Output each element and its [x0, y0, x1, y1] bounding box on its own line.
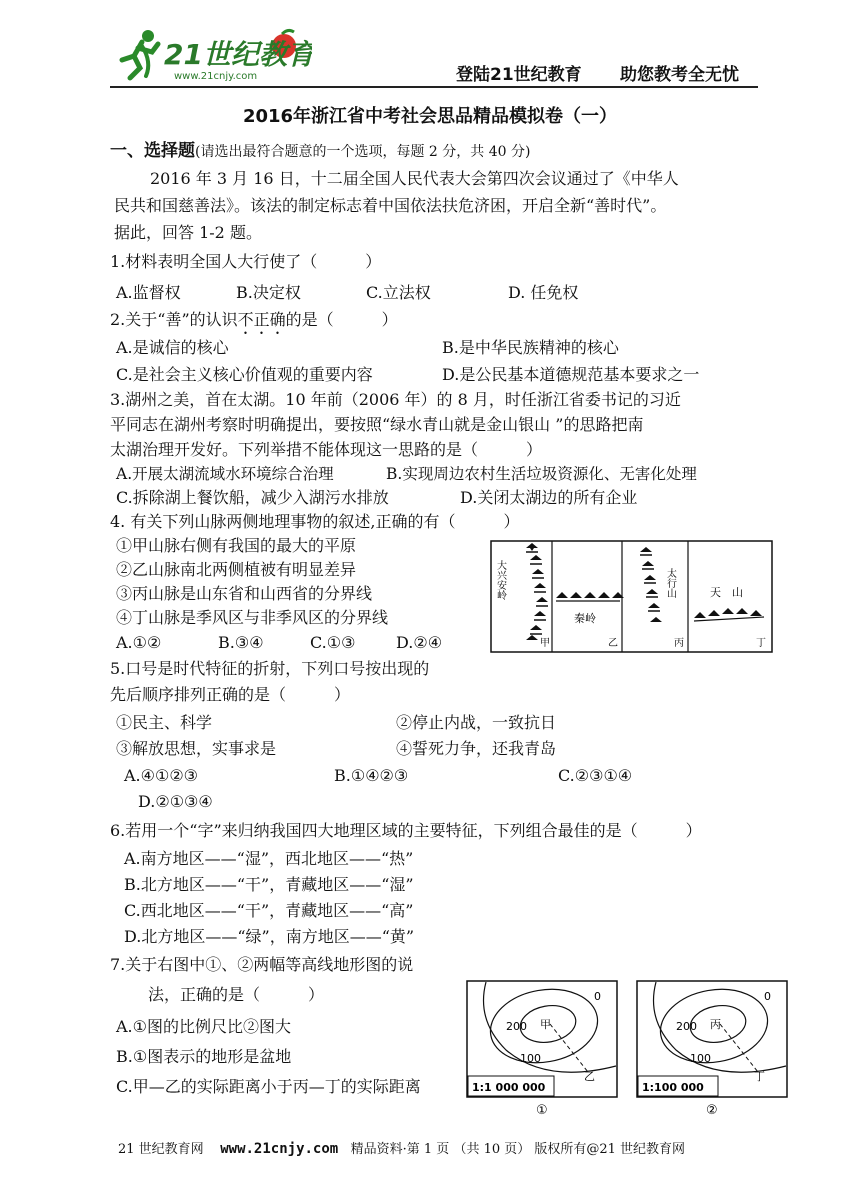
q3-option-b: B.实现周边农村生活垃圾资源化、无害化处理 — [386, 465, 697, 483]
map2-contour-200: 200 — [676, 1020, 697, 1033]
q4-item-4: ④丁山脉是季风区与非季风区的分界线 — [116, 608, 389, 627]
q2-stem-part-a: 2.关于“善”的认识 — [110, 310, 238, 329]
q1-stem: 1.材料表明全国人大行使了（ ） — [110, 252, 382, 271]
mountain-name-4: 天 山 — [710, 586, 743, 599]
q5-option-b: B.①④②③ — [334, 766, 409, 785]
q3-line-1: 3.湖州之美，首在太湖。10 年前（2006 年）的 8 月，时任浙江省委书记的习近 — [110, 390, 681, 409]
q6-stem: 6.若用一个“字”来归纳我国四大地理区域的主要特征，下列组合最佳的是（ ） — [110, 821, 702, 840]
q5-line-2: 先后顺序排列正确的是（ ） — [110, 685, 351, 704]
svg-text:大兴安岭: 大兴安岭 — [494, 560, 506, 600]
map1-start-point: 甲 — [540, 1018, 551, 1031]
q4-item-3: ③丙山脉是山东省和山西省的分界线 — [116, 584, 373, 603]
q4-option-a: A.①② — [116, 633, 162, 652]
map1-contour-0: 0 — [594, 990, 601, 1003]
map2-contour-0: 0 — [764, 990, 771, 1003]
q5-option-d: D.②①③④ — [138, 792, 213, 811]
mountain-name-1 — [495, 559, 507, 601]
logo-text: 21世纪教育 — [164, 38, 312, 71]
contour-map-1-svg — [466, 980, 626, 1120]
mountain-label-4: 丁 — [756, 638, 766, 649]
footer-info: 精品资料·第 1 页 （共 10 页） 版权所有@21 世纪教育网 — [350, 1142, 686, 1157]
q4-stem: 4. 有关下列山脉两侧地理事物的叙述,正确的有（ ） — [110, 512, 520, 531]
q4-item-2: ②乙山脉南北两侧植被有明显差异 — [116, 560, 357, 579]
q4-option-b: B.③④ — [218, 633, 264, 652]
logo-graphic — [112, 26, 312, 82]
footer-site: 21 世纪教育网 — [118, 1142, 204, 1157]
q2-stem-emphasis: 不正确 — [237, 310, 286, 329]
q5-item-3: ③解放思想，实事求是 — [116, 739, 277, 758]
q5-option-c: C.②③①④ — [558, 766, 633, 785]
slogan-left: 登陆21世纪教育 — [456, 65, 582, 85]
q1-option-a: A.监督权 — [116, 283, 181, 302]
map1-end-point: 乙 — [584, 1070, 595, 1083]
intro-line-3: 据此，回答 1-2 题。 — [114, 223, 262, 242]
mountain-label-1: 甲 — [540, 638, 550, 649]
map2-caption: ② — [706, 1103, 718, 1118]
q7-option-b: B.①图表示的地形是盆地 — [116, 1047, 292, 1066]
q5-item-4: ④誓死力争，还我青岛 — [396, 739, 557, 758]
q7-line-1: 7.关于右图中①、②两幅等高线地形图的说 — [110, 955, 414, 974]
q1-option-c: C.立法权 — [366, 283, 431, 302]
q6-option-d: D.北方地区——“绿”，南方地区——“黄” — [124, 927, 415, 946]
mountain-label-2: 乙 — [608, 638, 618, 649]
map1-scale: 1:1 000 000 — [472, 1081, 546, 1094]
q3-option-c: C.拆除湖上餐饮船，减少入湖污水排放 — [116, 488, 389, 507]
map2-scale: 1:100 000 — [642, 1081, 704, 1094]
q4-item-1: ①甲山脉右侧有我国的最大的平原 — [116, 536, 357, 555]
mountain-name-3 — [665, 567, 677, 599]
intro-line-2: 民共和国慈善法》。该法的制定标志着中国依法扶危济困，开启全新“善时代”。 — [114, 196, 667, 215]
q7-line-2: 法，正确的是（ ） — [148, 985, 325, 1004]
mountain-figure — [490, 540, 774, 658]
q3-line-3: 太湖治理开发好。下列举措不能体现这一思路的是（ ） — [110, 440, 543, 459]
map1-caption: ① — [536, 1103, 548, 1118]
mountain-name-2: 秦岭 — [574, 612, 596, 625]
slogan-right: 助您教考全无忧 — [620, 65, 739, 85]
q6-option-a: A.南方地区——“湿”，西北地区——“热” — [124, 849, 414, 868]
section-title: 一、选择题 — [110, 141, 195, 161]
section-heading — [110, 140, 530, 163]
mountain-figure-svg — [490, 540, 774, 654]
contour-map-2-svg — [636, 980, 796, 1120]
q2-option-a: A.是诚信的核心 — [116, 338, 229, 357]
map1-contour-100: 100 — [520, 1052, 541, 1065]
q2-stem-part-b: 的是（ ） — [285, 310, 398, 329]
q4-option-c: C.①③ — [310, 633, 356, 652]
header-divider — [110, 86, 758, 88]
contour-map-2 — [636, 980, 796, 1124]
q7-option-c: C.甲—乙的实际距离小于丙—丁的实际距离 — [116, 1077, 421, 1096]
q1-option-b: B.决定权 — [236, 283, 301, 302]
map2-start-point: 丙 — [710, 1018, 721, 1031]
footer — [118, 1138, 685, 1157]
q3-option-a: A.开展太湖流域水环境综合治理 — [116, 465, 334, 483]
q6-option-b: B.北方地区——“干”，青藏地区——“湿” — [124, 875, 414, 894]
q6-option-c: C.西北地区——“干”，青藏地区——“高” — [124, 901, 414, 920]
q2-option-c: C.是社会主义核心价值观的重要内容 — [116, 365, 373, 384]
intro-line-1: 2016 年 3 月 16 日，十二届全国人民代表大会第四次会议通过了《中华人 — [150, 169, 679, 188]
logo — [112, 26, 312, 82]
svg-text:太行山: 太行山 — [664, 568, 676, 598]
q5-option-a: A.④①②③ — [124, 766, 199, 785]
q7-option-a: A.①图的比例尺比②图大 — [116, 1017, 291, 1036]
q2-option-d: D.是公民基本道德规范基本要求之一 — [442, 365, 700, 384]
q2-stem — [110, 309, 398, 338]
q5-line-1: 5.口号是时代特征的折射，下列口号按出现的 — [110, 659, 430, 678]
contour-map-1 — [466, 980, 626, 1124]
map2-contour-100: 100 — [690, 1052, 711, 1065]
q3-line-2: 平同志在湖州考察时明确提出，要按照“绿水青山就是金山银山 ”的思路把南 — [110, 415, 644, 434]
section-note: (请选出最符合题意的一个选项，每题 2 分，共 40 分) — [195, 144, 531, 160]
map1-contour-200: 200 — [506, 1020, 527, 1033]
q2-option-b: B.是中华民族精神的核心 — [442, 338, 619, 357]
map2-end-point: 丁 — [754, 1070, 765, 1083]
mountain-label-3: 丙 — [674, 638, 684, 649]
q1-option-d: D. 任免权 — [508, 283, 579, 302]
q3-option-d: D.关闭太湖边的所有企业 — [460, 488, 638, 507]
q5-item-2: ②停止内战，一致抗日 — [396, 713, 557, 732]
logo-url: www.21cnjy.com — [174, 71, 258, 82]
footer-url[interactable]: www.21cnjy.com — [220, 1141, 339, 1157]
page-title: 2016年浙江省中考社会思品精品模拟卷（一） — [242, 106, 618, 127]
q5-item-1: ①民主、科学 — [116, 713, 213, 732]
q4-option-d: D.②④ — [396, 633, 443, 652]
